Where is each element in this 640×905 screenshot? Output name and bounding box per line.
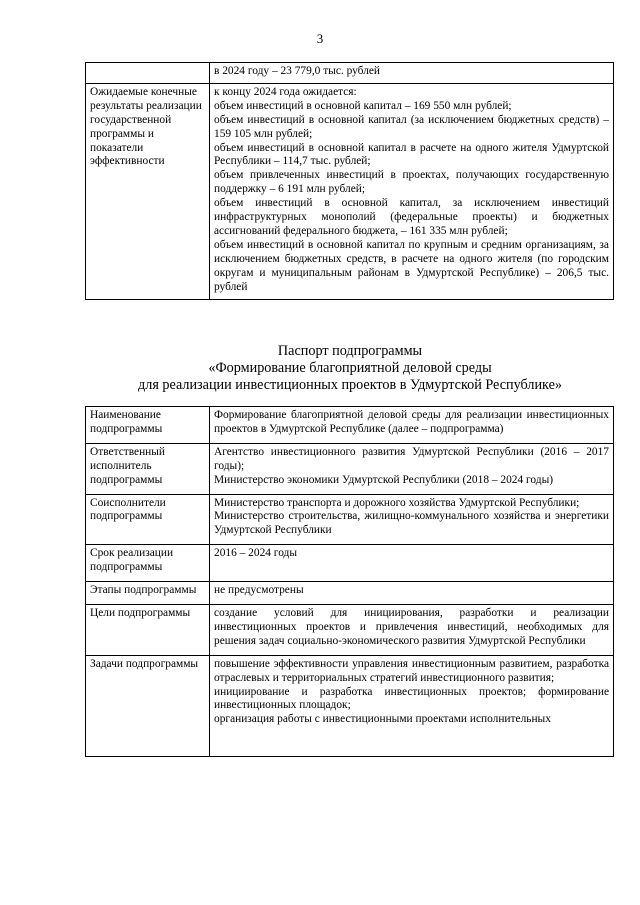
value-line: не предусмотрены (214, 584, 304, 597)
value-line: организация работы с инвестиционными проектами исполнительных (214, 713, 551, 726)
row-value (210, 655, 614, 756)
page-number: 3 (316, 31, 324, 46)
subprogram-heading-line-1: Паспорт подпрограммы (277, 343, 423, 359)
value-line: объем инвестиций в основной капитал по крупным и средним организациям, за исключением бюджетных средств, в расчете на одного жителя (по городским округам и муниципальным районам в Удмуртской Республике) – 206,5 тыс. рублей (214, 238, 609, 293)
value-line: 2016 – 2024 годы (214, 547, 298, 560)
row-value (210, 443, 614, 494)
table-row (86, 407, 614, 444)
row-value (210, 494, 614, 545)
value-line: объем инвестиций в основной капитал в расчете на одного жителя Удмуртской Республики – 114,7 тыс. рублей; (214, 141, 609, 168)
value-line: Агентство инвестиционного развития Удмуртской Республики (2016 – 2017 годы); (214, 445, 609, 472)
value-line: объем инвестиций в основной капитал – 169 550 млн рублей; (214, 99, 512, 112)
row-label: Задачи подпрограммы (86, 655, 210, 756)
value-line: Формирование благоприятной деловой среды для реализации инвестиционных проектов в Удмуртской Республике (далее – подпрограмма) (214, 409, 609, 435)
subprogram-heading-line-2: «Формирование благоприятной деловой среды (208, 360, 492, 376)
value-line: создание условий для инициирования, разработки и реализации инвестиционных проектов и привлечения инвестиций, необходимых для решения задач социально-экономического развития Удмуртской Республики (214, 606, 609, 647)
row-value (210, 83, 614, 299)
subprogram-passport-table (85, 406, 614, 757)
value-line: в 2024 году – 23 779,0 тыс. рублей (214, 65, 381, 77)
row-label: Ожидаемые конечные результаты реализации государственной программы и показатели эффективности (86, 83, 210, 299)
value-line: повышение эффективности управления инвестиционным развитием, разработка отраслевых и территориальных стратегий инвестиционного развития; (214, 657, 609, 684)
value-line: Министерство транспорта и дорожного хозяйства Удмуртской Республики; (214, 496, 580, 509)
row-label (86, 63, 210, 84)
value-line: объем инвестиций в основной капитал (за исключением бюджетных средств) – 159 105 млн рублей; (214, 113, 609, 140)
value-line: объем привлеченных инвестиций в проектах, получающих государственную поддержку – 6 191 млн рублей; (214, 169, 609, 196)
table-row (86, 63, 614, 84)
row-value (210, 582, 614, 605)
value-line: Министерство строительства, жилищно-коммунального хозяйства и энергетики Удмуртской Республики (214, 510, 609, 537)
row-label: Цели подпрограммы (86, 604, 210, 655)
value-line: инициирование и разработка инвестиционных проектов; формирование инвестиционных площадок; (214, 685, 609, 712)
row-label: Срок реализации подпрограммы (86, 545, 210, 582)
row-value (210, 604, 614, 655)
row-value (210, 63, 614, 84)
table-row (86, 83, 614, 299)
row-label: Этапы подпрограммы (86, 582, 210, 605)
row-value (210, 407, 614, 444)
program-passport-table-continued (85, 62, 614, 300)
table-row (86, 604, 614, 655)
table-row (86, 494, 614, 545)
row-label: Наименование подпрограммы (86, 407, 210, 444)
value-line: к концу 2024 года ожидается: (214, 85, 357, 98)
table-row (86, 545, 614, 582)
table-row (86, 655, 614, 756)
row-label: Соисполнители подпрограммы (86, 494, 210, 545)
row-value (210, 545, 614, 582)
table-row (86, 582, 614, 605)
value-line: Министерство экономики Удмуртской Республики (2018 – 2024 годы) (214, 473, 554, 486)
value-line: объем инвестиций в основной капитал, за исключением инвестиций инфраструктурных монополий (федеральные проекты) и бюджетных ассигнований федерального бюджета, – 161 335 млн рублей; (214, 197, 609, 237)
row-label: Ответственный исполнитель подпрограммы (86, 443, 210, 494)
subprogram-heading-line-3: для реализации инвестиционных проектов в Удмуртской Республике» (138, 377, 562, 393)
table-row (86, 443, 614, 494)
